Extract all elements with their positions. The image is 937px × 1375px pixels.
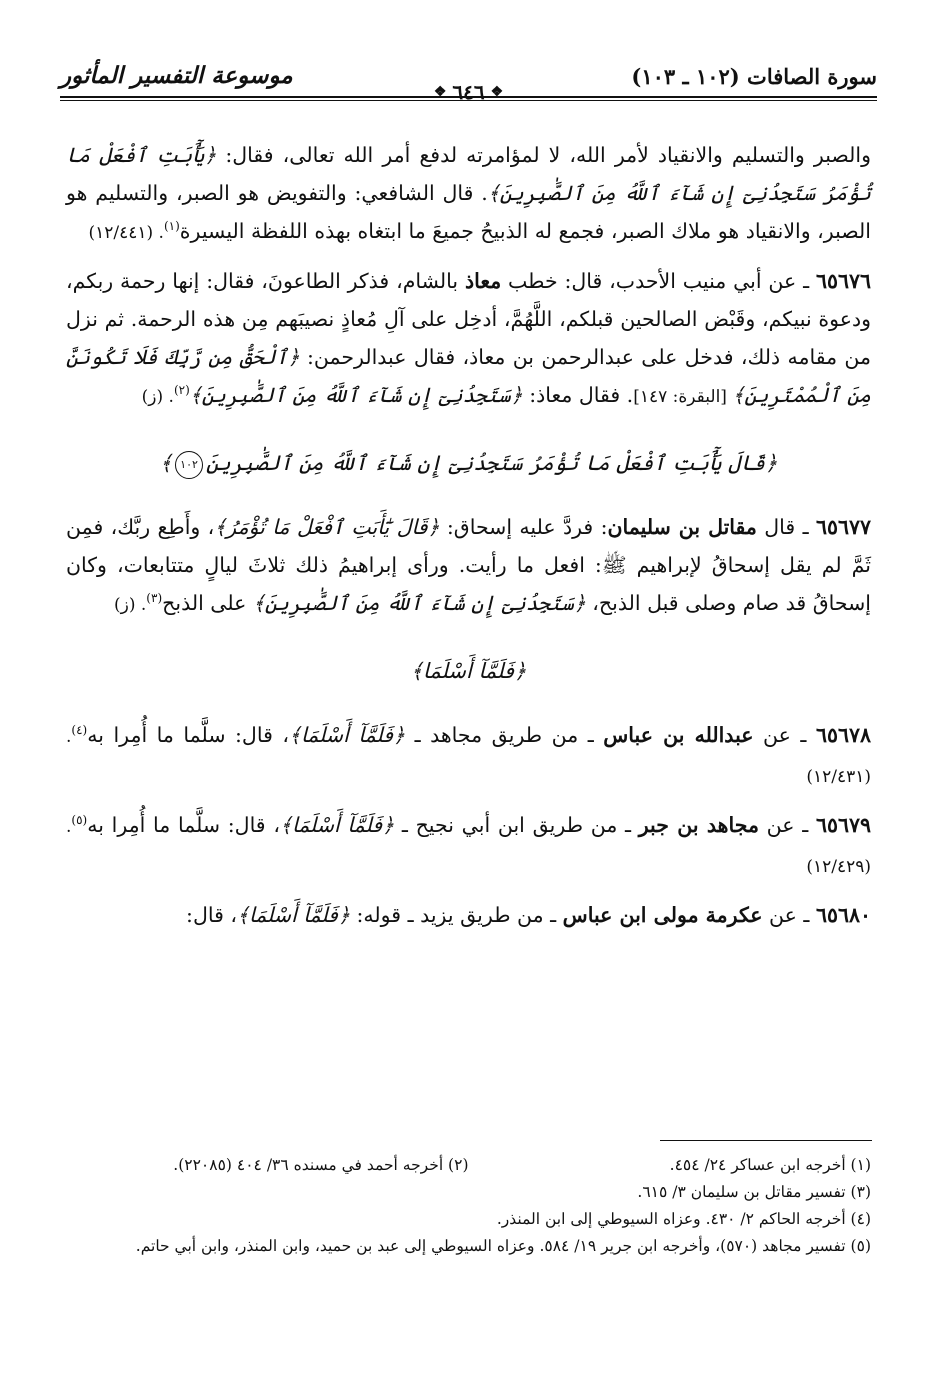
narration-65676: ٦٥٦٧٦ ـ عن أبي منيب الأحدب، قال: خطب معاذ بالشام، فذكر الطاعونَ، فقال: إنها رحمة ربكم، ودعوة نبيكم، وقَبْض الصالحين قبلكم، اللَّهُمَّ، أدخِل على آلِ مُعاذٍ نصيبَهم مِن هذه الرحمة. ثم نزل من مقامه ذلك، فدخل على عبدالرحمن بن معاذ، فقال عبدالرحمن: ﴿ٱلْحَقُّ مِن رَّبِّكَ فَلَا تَكُونَنَّ مِنَ ٱلْمُمْتَرِينَ﴾ [البقرة: ١٤٧]. فقال معاذ: ﴿سَتَجِدُنِىٓ إِن شَآءَ ٱللَّهُ مِنَ ٱلصَّٰبِرِينَ﴾$^{(٢)}$. (ز) xyxy=(66,269,872,407)
verse-heading: ﴿فَلَمَّآ أَسْلَمَا﴾ xyxy=(410,659,527,683)
footnote-4: (٤) أخرجه الحاكم ٢/ ٤٣٠. وعزاه السيوطي إلى ابن المنذر. xyxy=(496,1210,871,1228)
quran-quote: ﴿فَلَمَّآ أَسْلَمَا﴾ xyxy=(289,723,406,747)
footnote-3: (٣) تفسير مقاتل بن سليمان ٣/ ٦١٥. xyxy=(637,1183,871,1201)
footnote-5: (٥) تفسير مجاهد (٥٧٠)، وأخرجه ابن جرير ١٩/ ٥٨٤. وعزاه السيوطي إلى عبد بن حميد، وابن المنذر، وابن أبي حاتم. xyxy=(135,1237,871,1255)
verse-heading: ﴿قَالَ يَٰٓأَبَتِ ٱفْعَلْ مَا تُؤْمَرُ سَتَجِدُنِىٓ إِن شَآءَ ٱللَّهُ مِنَ ٱلصَّٰبِرِينَ١٠٢﴾ xyxy=(66,444,871,482)
quran-quote: ﴿فَلَمَّآ أَسْلَمَا﴾ xyxy=(279,813,395,837)
narrator-name: عبدالله بن عباس xyxy=(603,723,754,747)
narrator-name: عكرمة مولى ابن عباس xyxy=(562,903,763,927)
narration-number: ٦٥٦٨٠ xyxy=(815,903,871,927)
volume-ref: . (١٢/٤٣١) xyxy=(66,727,871,787)
narration-65680: ٦٥٦٨٠ ـ عن عكرمة مولى ابن عباس ـ من طريق يزيد ـ قوله: ﴿فَلَمَّآ أَسْلَمَا﴾، قال: xyxy=(186,903,871,927)
footnote-2: (٢) أخرجه أحمد في مسنده ٣٦/ ٤٠٤ (٢٢٠٨٥). xyxy=(173,1156,469,1174)
header-rule-thin xyxy=(60,100,877,101)
footnote-row xyxy=(66,1152,871,1179)
header-rule xyxy=(60,96,877,98)
footnote-marker: (٥) xyxy=(71,813,88,828)
ornament-icon: ❖ xyxy=(433,84,447,100)
quran-quote: ﴿سَتَجِدُنِىٓ إِن شَآءَ ٱللَّهُ مِنَ ٱلصَّٰبِرِينَ﴾ xyxy=(189,383,523,407)
quran-quote: ﴿فَلَمَّآ أَسْلَمَا﴾ xyxy=(237,903,350,927)
page-number: ٦٤٦ xyxy=(452,80,485,104)
footnote-marker: (٢) xyxy=(173,383,190,398)
narration-65678: ٦٥٦٧٨ ـ عن عبدالله بن عباس ـ من طريق مجاهد ـ ﴿فَلَمَّآ أَسْلَمَا﴾، قال: سلَّما ما أُمِرا به$^{(٤)}$. (١٢/٤٣١) xyxy=(66,723,871,787)
volume-ref: . (١٢/٤٢٩) xyxy=(66,817,871,877)
narration-65677: ٦٥٦٧٧ ـ قال مقاتل بن سليمان: فردَّ عليه إسحاق: ﴿قَالَ يَٰٓأَبَتِ ٱفْعَلْ مَا تُؤْمَرُ﴾، وأَطِع ربَّك، فمِن ثَمَّ لم يقل إسحاقُ لإبراهيم ﷺ: افعل ما رأيت. ورأى إبراهيمُ ذلك ثلاثَ ليالٍ متتابعات، وكان إسحاقُ قد صام وصلى قبل الذبح، ﴿سَتَجِدُنِىٓ إِن شَآءَ ٱللَّهُ مِنَ ٱلصَّٰبِرِينَ﴾ على الذبح$^{(٣)}$. (ز) xyxy=(66,515,872,615)
narrator-name: معاذ xyxy=(464,269,502,293)
ayah-number-icon: ١٠٢ xyxy=(175,451,203,479)
narration-number: ٦٥٦٧٩ xyxy=(815,813,871,837)
footnote-1: (١) أخرجه ابن عساكر ٢٤/ ٤٥٤. xyxy=(669,1156,871,1174)
footnotes xyxy=(66,1152,871,1260)
page-header xyxy=(60,62,877,104)
surah-source: [البقرة: ١٤٧] xyxy=(633,387,733,407)
book-title: موسوعة التفسير المأثور xyxy=(60,62,293,89)
footnote-marker: (١) xyxy=(163,219,180,234)
volume-ref: . (١٢/٤٤١) xyxy=(88,223,164,243)
volume-ref: . (ز) xyxy=(141,387,174,407)
narration-number: ٦٥٦٧٨ xyxy=(815,723,871,747)
narration-number: ٦٥٦٧٧ xyxy=(815,515,872,539)
quran-quote: ﴿قَالَ يَٰٓأَبَتِ ٱفْعَلْ مَا تُؤْمَرُ﴾ xyxy=(214,515,440,539)
quran-quote: ﴿يَٰٓأَبَتِ ٱفْعَلْ مَا تُؤْمَرُ سَتَجِدُنِىٓ إِن شَآءَ ٱللَّهُ مِنَ ٱلصَّٰبِرِينَ﴾ xyxy=(66,143,871,205)
narrator-name: مقاتل بن سليمان xyxy=(607,515,757,539)
quran-quote: ﴿سَتَجِدُنِىٓ إِن شَآءَ ٱللَّهُ مِنَ ٱلصَّٰبِرِينَ﴾ xyxy=(252,591,586,615)
narration-number: ٦٥٦٧٦ xyxy=(815,269,871,293)
footnote-divider xyxy=(660,1140,872,1141)
surah-title: سورة الصافات (١٠٢ ـ ١٠٣) xyxy=(631,64,877,89)
quran-quote: ﴿ٱلْحَقُّ مِن رَّبِّكَ فَلَا تَكُونَنَّ مِنَ ٱلْمُمْتَرِينَ﴾ xyxy=(66,345,871,407)
footnote-marker: (٤) xyxy=(71,723,88,738)
narration-65679: ٦٥٦٧٩ ـ عن مجاهد بن جبر ـ من طريق ابن أبي نجيح ـ ﴿فَلَمَّآ أَسْلَمَا﴾، قال: سلَّما ما أُمِرا به$^{(٥)}$. (١٢/٤٢٩) xyxy=(66,813,871,877)
volume-ref: . (ز) xyxy=(114,595,147,615)
narrator-name: مجاهد بن جبر xyxy=(638,813,759,837)
main-text xyxy=(66,136,871,944)
footnote-marker: (٣) xyxy=(146,591,163,606)
paragraph-continuation: والصبر والتسليم والانقياد لأمر الله، لا لمؤامرته لدفع أمر الله تعالى، فقال: ﴿يَٰٓأَبَتِ ٱفْعَلْ مَا تُؤْمَرُ سَتَجِدُنِىٓ إِن شَآءَ ٱللَّهُ مِنَ ٱلصَّٰبِرِينَ﴾. قال الشافعي: والتفويض هو الصبر، والتسليم هو الصبر، والانقياد هو ملاك الصبر، فجمع له الذبيحُ جميعَ ما ابتغاه بهذه اللفظة اليسيرة$^{(١)}$. (١٢/٤٤١) xyxy=(66,143,871,243)
ornament-icon: ❖ xyxy=(490,84,504,100)
